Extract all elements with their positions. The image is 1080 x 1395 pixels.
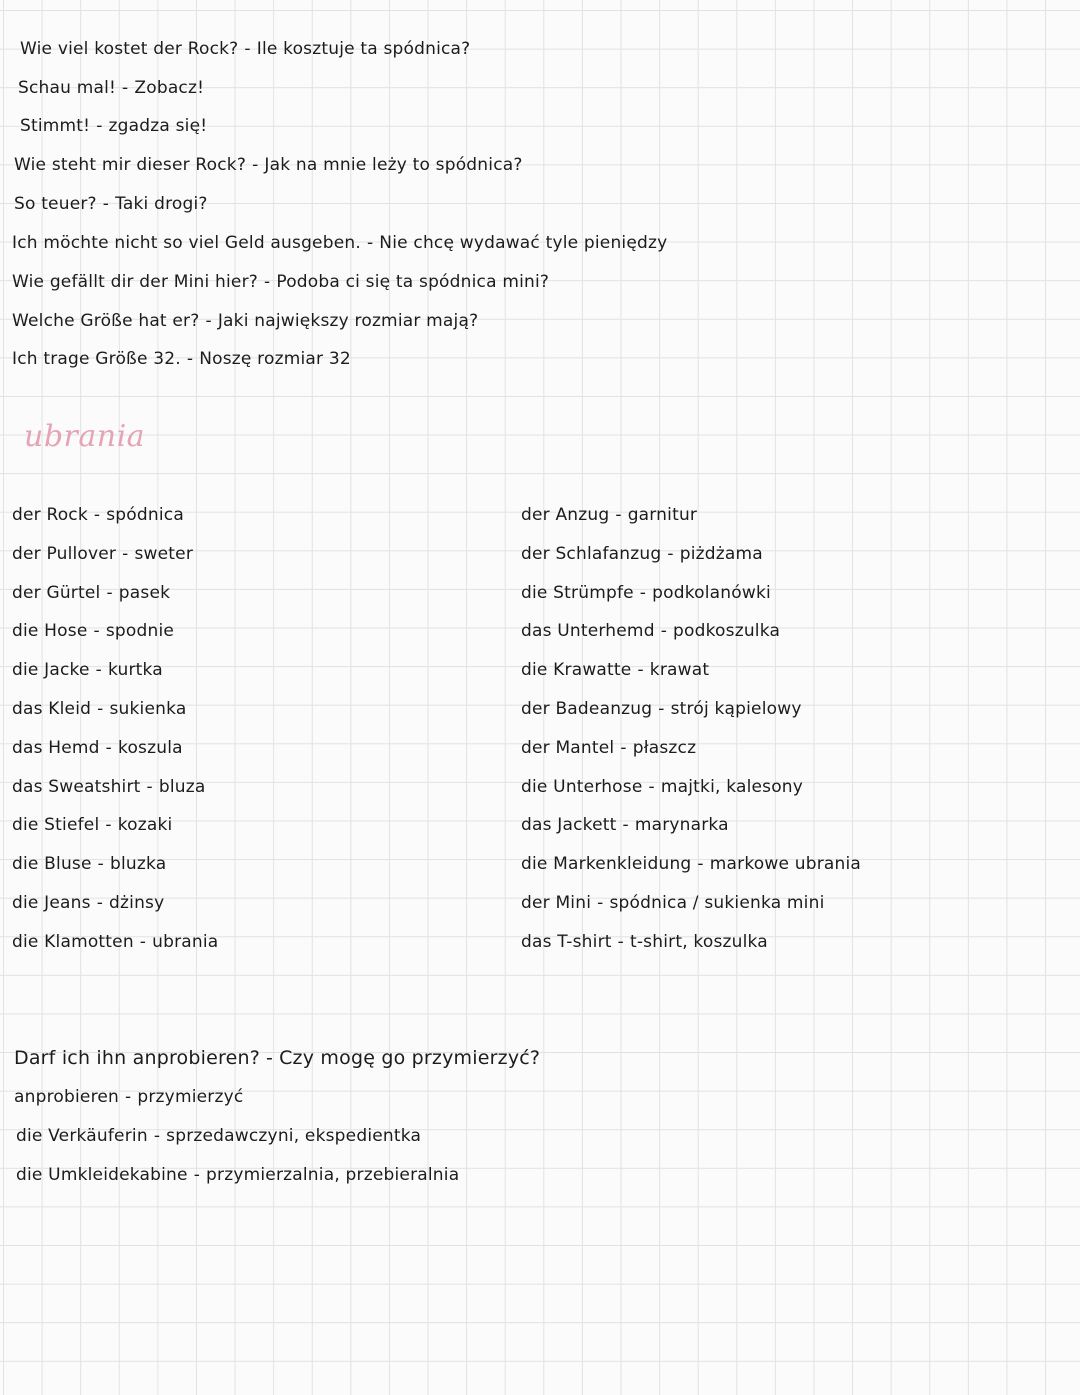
- vocab-german: der Schlafanzug: [521, 544, 662, 564]
- separator: -: [186, 349, 194, 369]
- separator: -: [105, 738, 113, 758]
- separator: -: [264, 272, 271, 292]
- vocab-item: [12, 892, 164, 914]
- separator: -: [615, 505, 622, 525]
- vocab-polish: podkoszulka: [673, 621, 781, 641]
- vocab-polish: sukienka: [109, 699, 187, 719]
- vocab-german: der Rock: [12, 505, 88, 525]
- vocab-polish: pasek: [118, 583, 171, 603]
- phrase-german: die Verkäuferin: [16, 1126, 148, 1146]
- vocab-german: der Anzug: [521, 505, 610, 525]
- separator: -: [97, 854, 104, 874]
- vocab-polish: marynarka: [634, 815, 729, 835]
- vocab-item: [12, 853, 166, 875]
- separator: -: [93, 505, 101, 525]
- vocab-polish: markowe ubrania: [709, 854, 862, 874]
- vocab-german: der Gürtel: [12, 583, 101, 603]
- phrase-polish: Nie chcę wydawać tyle pieniędzy: [379, 233, 668, 253]
- separator: -: [97, 699, 104, 719]
- vocab-german: das Unterhemd: [521, 621, 655, 641]
- separator: -: [622, 815, 629, 835]
- vocab-polish: kurtka: [108, 660, 163, 680]
- vocab-item: [521, 776, 803, 798]
- phrase-polish: Zobacz!: [134, 78, 205, 98]
- separator: -: [697, 854, 704, 874]
- phrase-german: Wie viel kostet der Rock?: [20, 39, 239, 59]
- vocab-german: die Unterhose: [521, 777, 643, 797]
- phrase-polish: zgadza się!: [108, 116, 208, 136]
- separator: -: [620, 738, 627, 758]
- separator: -: [252, 155, 259, 175]
- vocab-item: [521, 543, 763, 565]
- separator: -: [139, 932, 147, 952]
- vocab-german: die Bluse: [12, 854, 92, 874]
- vocab-german: die Jacke: [12, 660, 90, 680]
- vocab-polish: płaszcz: [632, 738, 697, 758]
- vocab-german: die Hose: [12, 621, 88, 641]
- vocab-german: die Jeans: [12, 893, 91, 913]
- phrase-german: Darf ich ihn anprobieren?: [14, 1047, 261, 1069]
- vocab-item: [521, 737, 696, 759]
- separator: -: [667, 544, 674, 564]
- separator: -: [205, 311, 212, 331]
- separator: -: [658, 699, 665, 719]
- vocab-german: die Markenkleidung: [521, 854, 692, 874]
- separator: -: [105, 815, 112, 835]
- vocab-german: das T-shirt: [521, 932, 612, 952]
- separator: -: [617, 932, 624, 952]
- separator: -: [597, 893, 604, 913]
- separator: -: [660, 621, 668, 641]
- phrase-german: Ich möchte nicht so viel Geld ausgeben.: [12, 233, 361, 253]
- phrase-german: So teuer?: [14, 194, 97, 214]
- separator: -: [96, 116, 103, 136]
- vocab-polish: spódnica / sukienka mini: [609, 893, 825, 913]
- vocab-item: [521, 931, 768, 953]
- phrase-row: [14, 1086, 243, 1108]
- phrase-row: [20, 115, 207, 137]
- vocab-item: [12, 931, 218, 953]
- vocab-item: [521, 853, 861, 875]
- vocab-item: [12, 659, 163, 681]
- separator: -: [244, 39, 251, 59]
- vocab-polish: strój kąpielowy: [670, 699, 802, 719]
- vocab-polish: kozaki: [117, 815, 173, 835]
- phrase-row: [12, 310, 478, 332]
- separator: -: [125, 1087, 132, 1107]
- vocab-polish: spodnie: [105, 621, 175, 641]
- phrase-german: Wie gefällt dir der Mini hier?: [12, 272, 259, 292]
- vocab-polish: bluzka: [110, 854, 167, 874]
- vocab-item: [521, 620, 780, 642]
- separator: -: [266, 1047, 274, 1069]
- phrase-row: [12, 348, 351, 370]
- vocab-german: der Mini: [521, 893, 592, 913]
- vocab-polish: bluza: [158, 777, 206, 797]
- separator: -: [96, 893, 104, 913]
- phrase-german: anprobieren: [14, 1087, 120, 1107]
- separator: -: [106, 583, 113, 603]
- vocab-item: [12, 620, 174, 642]
- phrase-row: [12, 232, 667, 254]
- separator: -: [122, 78, 129, 98]
- phrase-row: [18, 77, 204, 99]
- vocab-item: [521, 892, 825, 914]
- vocab-german: das Kleid: [12, 699, 92, 719]
- vocab-item: [12, 543, 193, 565]
- phrase-german: Stimmt!: [20, 116, 91, 136]
- phrase-german: die Umkleidekabine: [16, 1165, 188, 1185]
- phrase-row: [14, 1047, 540, 1069]
- vocab-polish: spódnica: [106, 505, 184, 525]
- separator: -: [648, 777, 655, 797]
- separator: -: [122, 544, 129, 564]
- vocab-item: [521, 504, 697, 526]
- vocab-german: die Stiefel: [12, 815, 100, 835]
- separator: -: [637, 660, 644, 680]
- vocab-german: das Jackett: [521, 815, 617, 835]
- phrase-row: [14, 193, 208, 215]
- phrase-german: Ich trage Größe 32.: [12, 349, 181, 369]
- vocab-german: die Krawatte: [521, 660, 632, 680]
- vocab-german: das Sweatshirt: [12, 777, 141, 797]
- phrase-polish: Jak na mnie leży to spódnica?: [264, 155, 523, 175]
- phrase-row: [16, 1164, 459, 1186]
- vocab-german: der Pullover: [12, 544, 117, 564]
- vocab-polish: ubrania: [152, 932, 219, 952]
- vocab-polish: piżdżama: [679, 544, 763, 564]
- vocab-polish: dżinsy: [109, 893, 165, 913]
- phrase-polish: Noszę rozmiar 32: [199, 349, 351, 369]
- vocab-item: [12, 698, 186, 720]
- vocab-item: [12, 504, 184, 526]
- phrase-polish: Taki drogi?: [115, 194, 208, 214]
- vocab-german: der Mantel: [521, 738, 615, 758]
- vocab-german: die Klamotten: [12, 932, 134, 952]
- separator: -: [639, 583, 647, 603]
- phrase-row: [16, 1125, 421, 1147]
- vocab-polish: majtki, kalesony: [660, 777, 804, 797]
- separator: -: [153, 1126, 161, 1146]
- phrase-polish: Czy mogę go przymierzyć?: [279, 1047, 541, 1069]
- phrase-polish: sprzedawczyni, ekspedientka: [166, 1126, 422, 1146]
- separator: -: [193, 1165, 201, 1185]
- vocab-polish: podkolanówki: [652, 583, 771, 603]
- separator: -: [102, 194, 110, 214]
- vocab-polish: krawat: [649, 660, 710, 680]
- phrase-german: Schau mal!: [18, 78, 117, 98]
- vocab-item: [521, 814, 729, 836]
- vocab-item: [521, 659, 709, 681]
- phrase-polish: Jaki największy rozmiar mają?: [217, 311, 479, 331]
- separator: -: [93, 621, 100, 641]
- vocab-item: [12, 737, 183, 759]
- vocab-item: [12, 776, 206, 798]
- vocab-item: [521, 582, 771, 604]
- separator: -: [95, 660, 102, 680]
- phrase-polish: Podoba ci się ta spódnica mini?: [276, 272, 550, 292]
- section-heading: ubrania: [24, 419, 146, 454]
- vocab-polish: sweter: [134, 544, 194, 564]
- vocab-item: [12, 814, 172, 836]
- separator: -: [366, 233, 374, 253]
- phrase-row: [12, 271, 549, 293]
- phrase-german: Wie steht mir dieser Rock?: [14, 155, 247, 175]
- phrase-row: [20, 38, 470, 60]
- vocab-polish: t-shirt, koszulka: [629, 932, 768, 952]
- vocab-german: die Strümpfe: [521, 583, 634, 603]
- phrase-polish: przymierzalnia, przebieralnia: [206, 1165, 460, 1185]
- vocab-german: der Badeanzug: [521, 699, 653, 719]
- phrase-row: [14, 154, 523, 176]
- separator: -: [146, 777, 153, 797]
- vocab-item: [521, 698, 802, 720]
- vocab-polish: koszula: [118, 738, 183, 758]
- vocab-item: [12, 582, 170, 604]
- vocab-german: das Hemd: [12, 738, 100, 758]
- phrase-polish: przymierzyć: [137, 1087, 244, 1107]
- phrase-german: Welche Größe hat er?: [12, 311, 200, 331]
- phrase-polish: Ile kosztuje ta spódnica?: [256, 39, 471, 59]
- vocab-polish: garnitur: [627, 505, 698, 525]
